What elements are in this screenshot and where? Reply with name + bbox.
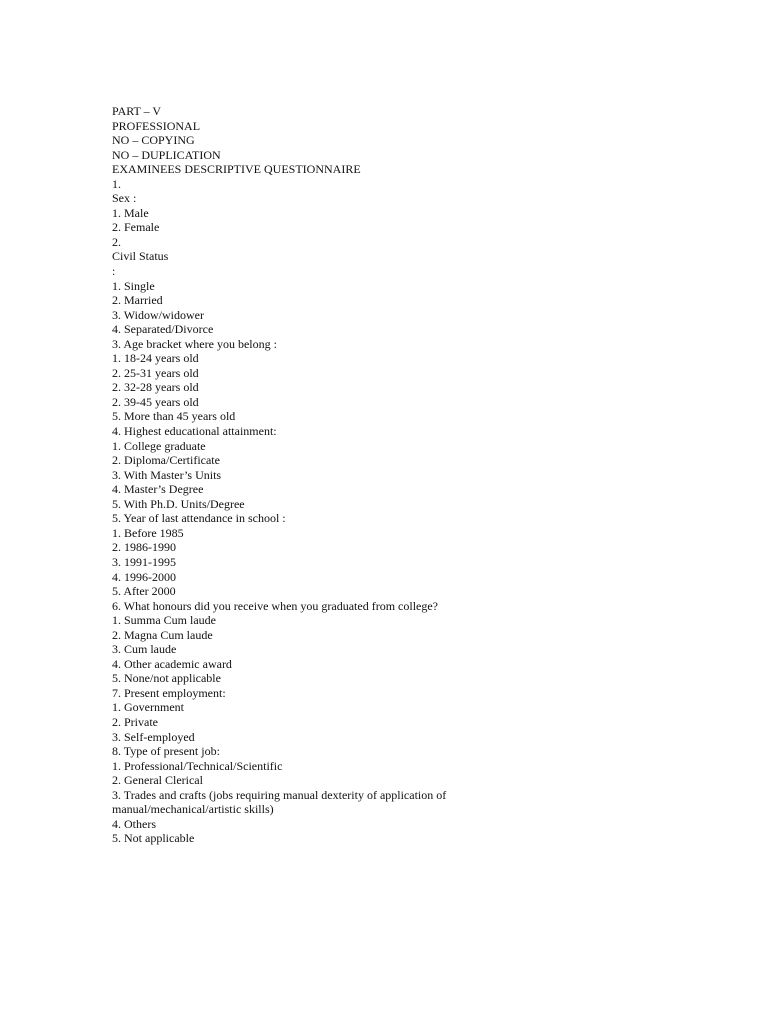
- option-item: 3. With Master’s Units: [112, 467, 222, 482]
- option-item: 2. Magna Cum laude: [112, 627, 213, 642]
- option-item: 3. Cum laude: [112, 642, 177, 657]
- option-item: 1. Single: [112, 278, 155, 293]
- option-item: 5. After 2000: [112, 584, 176, 599]
- option-item: 4. Others: [112, 816, 156, 831]
- option-item: 4. 1996-2000: [112, 569, 176, 584]
- question-employment: 7. Present employment:: [112, 685, 226, 700]
- option-item-continuation: manual/mechanical/artistic skills): [112, 802, 274, 817]
- option-item: 2. General Clerical: [112, 773, 203, 788]
- question-colon: :: [112, 264, 116, 279]
- option-item: 1. Summa Cum laude: [112, 613, 216, 628]
- question-number: 2.: [112, 234, 121, 249]
- option-item: 2. Married: [112, 293, 163, 308]
- option-item: 1. 18-24 years old: [112, 351, 199, 366]
- doc-line-professional: PROFESSIONAL: [112, 118, 201, 133]
- option-item: 4. Separated/Divorce: [112, 322, 214, 337]
- question-age-bracket: 3. Age bracket where you belong :: [112, 336, 277, 351]
- option-item: 2. 25-31 years old: [112, 365, 199, 380]
- question-job-type: 8. Type of present job:: [112, 744, 220, 759]
- option-item: 4. Master’s Degree: [112, 482, 204, 497]
- option-item: 1. Male: [112, 205, 149, 220]
- option-item: 5. Not applicable: [112, 831, 195, 846]
- option-item: 1. Before 1985: [112, 525, 184, 540]
- option-item: 5. More than 45 years old: [112, 409, 236, 424]
- questionnaire-document: [112, 104, 732, 846]
- option-item: 1. College graduate: [112, 438, 206, 453]
- option-item: 2. 32-28 years old: [112, 380, 199, 395]
- question-last-attendance: 5. Year of last attendance in school :: [112, 511, 286, 526]
- option-item: 2. Female: [112, 220, 160, 235]
- option-item: 3. Widow/widower: [112, 307, 204, 322]
- doc-line-no-copying: NO – COPYING: [112, 133, 195, 148]
- doc-line-part: PART – V: [112, 104, 162, 118]
- option-item: 4. Other academic award: [112, 656, 232, 671]
- doc-title: EXAMINEES DESCRIPTIVE QUESTIONNAIRE: [112, 162, 361, 177]
- option-item: 3. Trades and crafts (jobs requiring manual dexterity of application of: [112, 787, 447, 802]
- option-item: 2. Private: [112, 714, 158, 729]
- option-item: 1. Professional/Technical/Scientific: [112, 758, 283, 773]
- question-civil-status: Civil Status: [112, 249, 169, 264]
- option-item: 1. Government: [112, 700, 184, 715]
- doc-line-no-duplication: NO – DUPLICATION: [112, 147, 221, 162]
- option-item: 3. 1991-1995: [112, 554, 176, 569]
- option-item: 3. Self-employed: [112, 729, 195, 744]
- question-sex: Sex :: [112, 191, 137, 206]
- question-number: 1.: [112, 176, 121, 191]
- option-item: 5. With Ph.D. Units/Degree: [112, 496, 245, 511]
- question-education: 4. Highest educational attainment:: [112, 424, 277, 439]
- option-item: 2. Diploma/Certificate: [112, 453, 220, 468]
- option-item: 2. 39-45 years old: [112, 394, 199, 409]
- option-item: 5. None/not applicable: [112, 671, 221, 686]
- option-item: 2. 1986-1990: [112, 540, 176, 555]
- question-honours: 6. What honours did you receive when you graduated from college?: [112, 598, 439, 613]
